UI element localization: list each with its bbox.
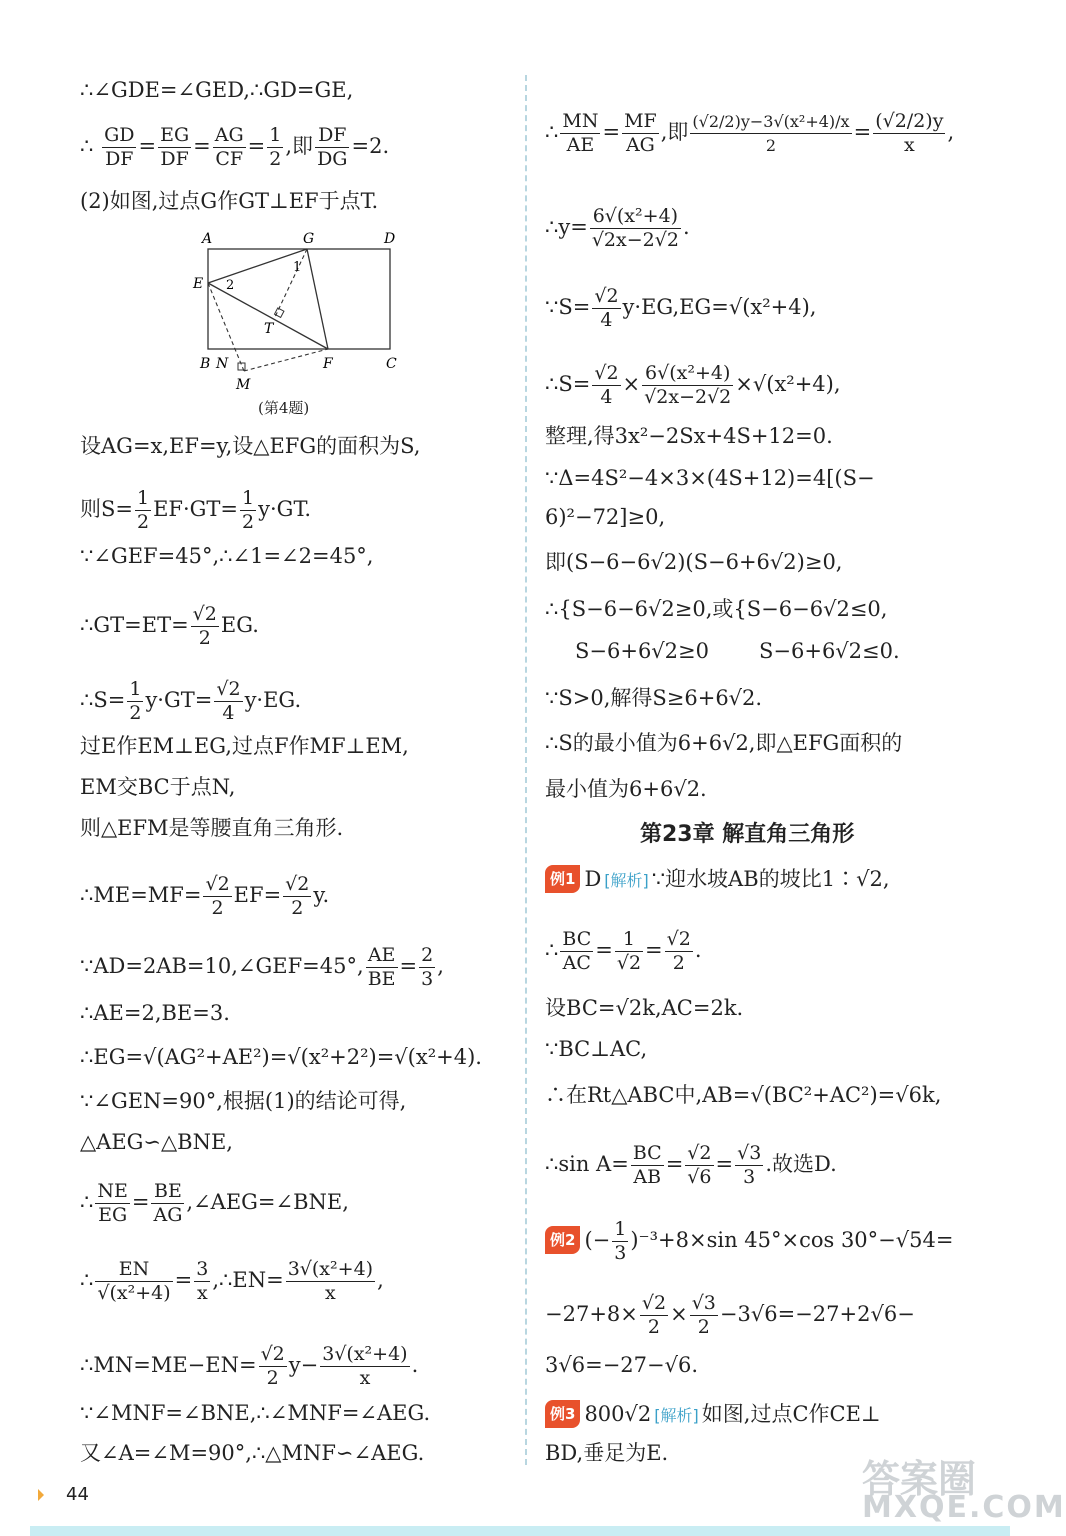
text-line: ∴∠GDE=∠GED,∴GD=GE, bbox=[80, 78, 354, 102]
text-line: ∵Δ=4S²−4×3×(4S+12)=4[(S− bbox=[545, 466, 875, 490]
fraction: $\frac{AE}{BE}$ bbox=[367, 944, 396, 990]
text-line: ∴AE=2,BE=3. bbox=[80, 1001, 230, 1025]
text-line: 例1 D [解析] ∵迎水坡AB的坡比1∶√2, bbox=[545, 865, 890, 894]
fraction: $\frac{AG}{CF}$ bbox=[214, 124, 244, 170]
text-line: BD,垂足为E. bbox=[545, 1441, 669, 1465]
text-line: ∴ $\frac{NE}{EG}$ = $\frac{BE}{AG}$ ,∠AEG=∠BNE, bbox=[80, 1180, 349, 1226]
text-line: ∴ $\frac{GD}{DF}$ = $\frac{EG}{DF}$ = $\frac{AG}{CF}$ = $\frac{1}{2}$ ,即 $\frac{DF}{DG}$ =2. bbox=[80, 124, 390, 170]
analysis-tag: [解析] bbox=[654, 1406, 699, 1425]
label-D: D bbox=[384, 231, 396, 247]
fraction: $\frac{BE}{AG}$ bbox=[153, 1180, 183, 1226]
text-line: (2)如图,过点G作GT⊥EF于点T. bbox=[80, 189, 379, 213]
text-line: 则△EFM是等腰直角三角形. bbox=[80, 816, 344, 840]
text-line: ∴{S−6−6√2≥0,或{S−6−6√2≤0, bbox=[545, 597, 888, 621]
fraction: $\frac{√2}{2}$ bbox=[641, 1292, 667, 1338]
label-T: T bbox=[264, 321, 274, 337]
label-B: B bbox=[200, 356, 211, 372]
fraction: $\frac{√2}{2}$ bbox=[205, 873, 230, 919]
fraction: $\frac{1}{2}$ bbox=[136, 487, 150, 533]
fraction: $\frac{1}{√2}$ bbox=[616, 928, 642, 974]
label-C: C bbox=[386, 356, 397, 372]
text-line: 设BC=√2k,AC=2k. bbox=[545, 996, 744, 1020]
text-line: 整理,得3x²−2Sx+4S+12=0. bbox=[545, 424, 833, 448]
fraction: $\frac{1}{3}$ bbox=[614, 1218, 627, 1264]
text-line: △AEG∽△BNE, bbox=[80, 1130, 233, 1154]
geometry-figure bbox=[190, 225, 410, 420]
text-line: 又∠A=∠M=90°,∴△MNF∽∠AEG. bbox=[80, 1441, 425, 1465]
text-line: −27+8× $\frac{√2}{2}$ × $\frac{√3}{2}$ −3√6=−27+2√6− bbox=[545, 1292, 915, 1338]
text-line: 例3 800√2 [解析] 如图,过点C作CE⊥ bbox=[545, 1400, 881, 1429]
text-line: ∴y= $\frac{\text{6√(x²+4)}}{√2x-2√2}$ . bbox=[545, 205, 690, 251]
label-angle-1: 1 bbox=[293, 260, 302, 275]
fraction: $\frac{MN}{AE}$ bbox=[562, 110, 599, 156]
text-line: EM交BC于点N, bbox=[80, 775, 236, 799]
label-F: F bbox=[323, 356, 333, 372]
fraction: $\frac{NE}{EG}$ bbox=[97, 1180, 128, 1226]
fraction: $\frac{√2}{√6}$ bbox=[687, 1142, 712, 1188]
text-line: ∴ $\frac{MN}{AE}$ = $\frac{MF}{AG}$ ,即 $\frac{\text{(√2/2)y−3√(x²+4)/x}}{2}$ = $\frac{(√2/2)y}{x}$ , bbox=[545, 110, 955, 156]
fraction: $\frac{1}{2}$ bbox=[129, 678, 142, 724]
example-badge: 例1 bbox=[545, 865, 580, 893]
fraction: $\frac{2}{3}$ bbox=[421, 944, 434, 990]
text-line: ∵∠MNF=∠BNE,∴∠MNF=∠AEG. bbox=[80, 1401, 431, 1425]
fraction: $\frac{3}{x}$ bbox=[196, 1258, 209, 1304]
label-angle-2: 2 bbox=[226, 278, 235, 293]
text-line: 设AG=x,EF=y,设△EFG的面积为S, bbox=[80, 434, 421, 458]
fraction: $\frac{\text{6√(x²+4)}}{√2x-2√2}$ bbox=[591, 205, 679, 251]
example-badge: 例3 bbox=[545, 1400, 580, 1428]
fraction: $\frac{√2}{2}$ bbox=[192, 603, 217, 649]
text-line: 3√6=−27−√6. bbox=[545, 1353, 699, 1377]
fraction: $\frac{\text{6√(x²+4)}}{√2x-2√2}$ bbox=[644, 362, 732, 408]
example-badge: 例2 bbox=[545, 1226, 580, 1254]
watermark: 答案圈 bbox=[862, 1457, 977, 1501]
watermark-url: MXQE.COM bbox=[862, 1490, 1066, 1525]
label-M: M bbox=[236, 377, 251, 393]
text-line: ∴ $\frac{EN}{\text{√(x²+4)}}$ = $\frac{3}{x}$ ,∴EN= $\frac{\text{3√(x²+4)}}{x}$ , bbox=[80, 1258, 384, 1304]
fraction: $\frac{BC}{AB}$ bbox=[632, 1142, 662, 1188]
text-line: ∴ME=MF= $\frac{√2}{2}$ EF= $\frac{√2}{2}$ y. bbox=[80, 873, 330, 919]
text-line: 6)²−72]≥0, bbox=[545, 505, 666, 529]
figure-caption: (第4题) bbox=[258, 399, 310, 417]
text-line: ∵∠GEN=90°,根据(1)的结论可得, bbox=[80, 1089, 407, 1113]
fraction: $\frac{\text{3√(x²+4)}}{x}$ bbox=[287, 1258, 374, 1304]
page-number: 44 bbox=[66, 1484, 89, 1505]
text-line: ∵BC⊥AC, bbox=[545, 1037, 648, 1061]
fraction: $\frac{MF}{AG}$ bbox=[624, 110, 657, 156]
text-line: 最小值为6+6√2. bbox=[545, 777, 707, 801]
text-line: ∴S= $\frac{1}{2}$ y·GT= $\frac{√2}{4}$ y·EG. bbox=[80, 678, 302, 724]
fraction: $\frac{√3}{3}$ bbox=[737, 1142, 762, 1188]
text-line: ∵S>0,解得S≥6+6√2. bbox=[545, 686, 763, 710]
text-line: ∵∠GEF=45°,∴∠1=∠2=45°, bbox=[80, 544, 374, 568]
label-G: G bbox=[303, 231, 315, 247]
bottom-bar bbox=[30, 1526, 1010, 1536]
fraction: $\frac{EN}{\text{√(x²+4)}}$ bbox=[97, 1258, 171, 1304]
fraction: $\frac{DF}{DG}$ bbox=[317, 124, 348, 170]
fraction: $\frac{\text{(√2/2)y−3√(x²+4)/x}}{2}$ bbox=[692, 112, 850, 155]
page-marker-icon bbox=[38, 1489, 44, 1501]
text-line: 过E作EM⊥EG,过点F作MF⊥EM, bbox=[80, 734, 409, 758]
text-line: ∴S= $\frac{√2}{4}$ × $\frac{\text{6√(x²+4)}}{√2x-2√2}$ ×√(x²+4), bbox=[545, 362, 841, 408]
text-line: ∴在Rt△ABC中,AB=√(BC²+AC²)=√6k, bbox=[545, 1083, 942, 1107]
label-N: N bbox=[216, 356, 229, 372]
text-line: 例2 (− $\frac{1}{3}$ )⁻³+8×sin 45°×cos 30°−√54= bbox=[545, 1218, 953, 1265]
fraction: $\frac{√2}{4}$ bbox=[594, 285, 619, 331]
fraction: $\frac{√3}{2}$ bbox=[691, 1292, 716, 1338]
chapter-heading: 第23章 解直角三角形 bbox=[640, 822, 855, 847]
text-line: ∴S的最小值为6+6√2,即△EFG面积的 bbox=[545, 731, 903, 755]
text-line: ∵AD=2AB=10,∠GEF=45°, $\frac{AE}{BE}$ = $\frac{2}{3}$ , bbox=[80, 944, 444, 990]
text-line: ∴EG=√(AG²+AE²)=√(x²+2²)=√(x²+4). bbox=[80, 1045, 482, 1069]
fraction: $\frac{EG}{DF}$ bbox=[160, 124, 190, 170]
text-line: ∴MN=ME−EN= $\frac{√2}{2}$ y− $\frac{\text{3√(x²+4)}}{x}$ . bbox=[80, 1343, 419, 1389]
text-line: ∵S= $\frac{√2}{4}$ y·EG,EG=√(x²+4), bbox=[545, 285, 817, 331]
fraction: $\frac{1}{2}$ bbox=[242, 487, 255, 533]
label-E: E bbox=[193, 276, 204, 292]
fraction: $\frac{\text{3√(x²+4)}}{x}$ bbox=[322, 1343, 408, 1389]
fraction: $\frac{√2}{4}$ bbox=[594, 362, 619, 408]
fraction: $\frac{GD}{DF}$ bbox=[104, 124, 135, 170]
text-line: ∴sin A= $\frac{BC}{AB}$ = $\frac{√2}{√6}$ = $\frac{√3}{3}$ .故选D. bbox=[545, 1142, 837, 1188]
fraction: $\frac{BC}{AC}$ bbox=[562, 928, 592, 974]
text-line: ∴ $\frac{BC}{AC}$ = $\frac{1}{√2}$ = $\frac{√2}{2}$ . bbox=[545, 928, 702, 974]
analysis-tag: [解析] bbox=[604, 871, 649, 890]
column-divider bbox=[525, 75, 527, 1465]
fraction: $\frac{(√2/2)y}{x}$ bbox=[875, 110, 944, 156]
text-line: 则S= $\frac{1}{2}$ EF·GT= $\frac{1}{2}$ y·GT. bbox=[80, 487, 312, 533]
text: ∴ bbox=[80, 134, 94, 158]
fraction: $\frac{√2}{2}$ bbox=[666, 928, 691, 974]
text-line: ∴GT=ET= $\frac{√2}{2}$ EG. bbox=[80, 603, 259, 649]
text-line: 即(S−6−6√2)(S−6+6√2)≥0, bbox=[545, 550, 843, 574]
fraction: $\frac{√2}{2}$ bbox=[285, 873, 310, 919]
fraction: $\frac{√2}{4}$ bbox=[216, 678, 241, 724]
fraction: $\frac{√2}{2}$ bbox=[260, 1343, 285, 1389]
label-A: A bbox=[202, 231, 213, 247]
fraction: $\frac{1}{2}$ bbox=[269, 124, 282, 170]
text-line: S−6+6√2≥0 S−6+6√2≤0. bbox=[575, 639, 900, 663]
